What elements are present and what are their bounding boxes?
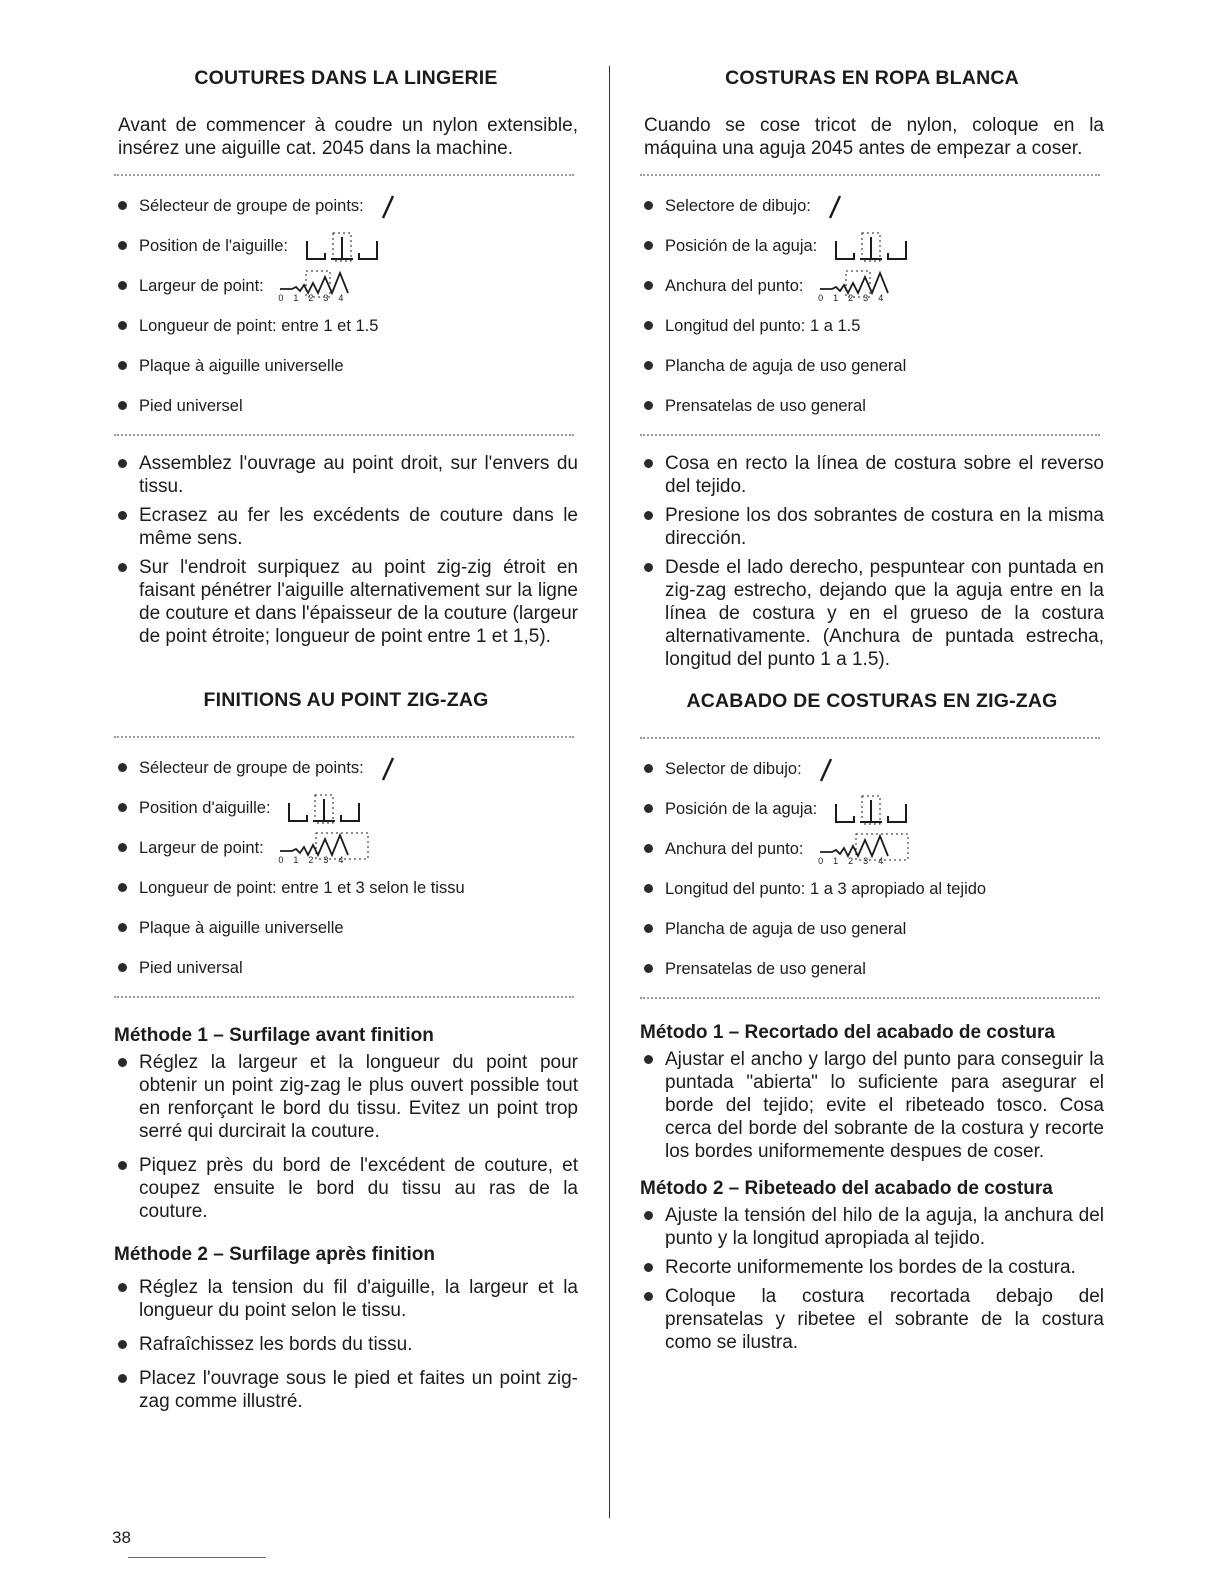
method-title: Método 1 – Recortado del acabado de costura [640, 1022, 1055, 1043]
setting-label: Longueur de point: entre 1 et 1.5 [139, 317, 379, 335]
setting-label: Position de l'aiguille: [139, 237, 288, 255]
setting-stitch-length [114, 306, 578, 346]
bullet-icon [118, 1283, 127, 1292]
method-title: Méthode 2 – Surfilage après finition [114, 1244, 435, 1265]
setting-needle-plate: Plaque à aiguille universelle [114, 908, 578, 948]
method-steps [114, 1051, 578, 1223]
bullet-icon [644, 361, 653, 370]
bullet-icon [644, 844, 653, 853]
straight-stitch-selector-icon [816, 757, 836, 783]
method-1-block [640, 1021, 1104, 1163]
needle-position-center-icon [832, 229, 912, 265]
bullet-icon [644, 511, 653, 520]
setting-needle-position: Position d'aiguille: [114, 788, 578, 828]
footer-line [128, 1557, 266, 1558]
bullet-icon [118, 883, 127, 892]
step-item: Réglez la largeur et la longueur du point pour obtenir un point zig-zag le plus ouvert possible tout en renforçant le bord du tissu. Evitez un point trop serré qui durcirait la couture. [114, 1051, 578, 1143]
setting-needle-position: Posición de la aguja: [640, 789, 1104, 829]
setting-presser-foot: Prensatelas de uso general [640, 949, 1104, 989]
intro-text: Cuando se cose tricot de nylon, coloque en la máquina una aguja 2045 antes de empezar a coser. [644, 115, 1104, 159]
step-item: Placez l'ouvrage sous le pied et faites un point zig-zag comme illustré. [114, 1367, 578, 1413]
bullet-icon [118, 1058, 127, 1067]
bullet-icon [644, 924, 653, 933]
machine-settings-list [114, 176, 578, 434]
bullet-icon [118, 281, 127, 290]
machine-settings-list [640, 739, 1104, 997]
setting-label: Sélecteur de groupe de points: [139, 197, 364, 215]
bullet-icon [118, 401, 127, 410]
step-item: Presione los dos sobrantes de costura en la misma dirección. [640, 504, 1104, 550]
setting-label: Plaque à aiguille universelle [139, 357, 344, 375]
bullet-icon [118, 361, 127, 370]
bullet-icon [644, 764, 653, 773]
setting-stitch-length: Longitud del punto: 1 a 3 apropiado al tejido [640, 869, 1104, 909]
stitch-width-dial [278, 267, 388, 307]
bullet-icon [644, 201, 653, 210]
french-column [114, 64, 578, 1424]
bullet-icon [644, 964, 653, 973]
bullet-icon [644, 241, 653, 250]
setting-pattern-selector [114, 186, 578, 226]
setting-needle-plate: Plancha de aguja de uso general [640, 346, 1104, 386]
bullet-icon [118, 1374, 127, 1383]
step-item: Coloque la costura recortada debajo del prensatelas y ribetee el sobrante de la costura como se ilustra. [640, 1285, 1104, 1354]
steps-list [640, 436, 1104, 671]
stitch-width-dial [818, 267, 928, 307]
method-1-block [114, 1024, 578, 1223]
width-scale: 01234 [818, 855, 894, 866]
bullet-icon [118, 241, 127, 250]
spanish-column [640, 64, 1104, 1360]
intro-text: Avant de commencer à coudre un nylon extensible, insérez une aiguille cat. 2045 dans la machine. [118, 115, 578, 159]
method-title: Método 2 – Ribeteado del acabado de costura [640, 1178, 1053, 1199]
setting-stitch-width: Anchura del punto: 01234 [640, 266, 1104, 306]
bullet-icon [118, 803, 127, 812]
machine-settings-list [114, 738, 578, 996]
bullet-icon [644, 804, 653, 813]
step-item: Piquez près du bord de l'excédent de couture, et coupez ensuite le bord du tissu au ras de la couture. [114, 1154, 578, 1223]
section-title-zigzag-finish: FINITIONS AU POINT ZIG-ZAG [203, 689, 489, 711]
step-item: Réglez la tension du fil d'aiguille, la largeur et la longueur du point selon le tissu. [114, 1276, 578, 1322]
method-steps [640, 1204, 1104, 1354]
needle-position-center-icon [832, 792, 912, 828]
method-2-block [114, 1243, 578, 1413]
setting-pattern-selector: Sélecteur de groupe de points: [114, 748, 578, 788]
setting-needle-position [114, 226, 578, 266]
section-title-lingerie: COUTURES DANS LA LINGERIE [194, 67, 498, 89]
bullet-icon [118, 963, 127, 972]
dotted-divider [114, 996, 574, 998]
bullet-icon [118, 1340, 127, 1349]
bullet-icon [118, 201, 127, 210]
section-title-lingerie: COSTURAS EN ROPA BLANCA [725, 67, 1019, 89]
bullet-icon [118, 511, 127, 520]
setting-pattern-selector: Selector de dibujo: [640, 749, 1104, 789]
bullet-icon [644, 1263, 653, 1272]
setting-needle-plate: Plancha de aguja de uso general [640, 909, 1104, 949]
setting-stitch-width: Anchura del punto: 01234 [640, 829, 1104, 869]
width-scale: 01234 [278, 292, 354, 303]
straight-stitch-selector-icon [378, 194, 398, 220]
setting-stitch-length: Longueur de point: entre 1 et 3 selon le tissu [114, 868, 578, 908]
page-number: 38 [112, 1528, 131, 1547]
step-item: Ajuste la tensión del hilo de la aguja, la anchura del punto y la longitud apropiada al tejido. [640, 1204, 1104, 1250]
column-divider [609, 66, 610, 1518]
method-title: Méthode 1 – Surfilage avant finition [114, 1025, 434, 1046]
bullet-icon [644, 321, 653, 330]
method-2-block [640, 1177, 1104, 1354]
stitch-width-dial [278, 829, 388, 869]
setting-presser-foot: Pied universal [114, 948, 578, 988]
bullet-icon [118, 923, 127, 932]
bullet-icon [118, 1161, 127, 1170]
setting-presser-foot: Prensatelas de uso general [640, 386, 1104, 426]
step-item: Ajustar el ancho y largo del punto para conseguir la puntada "abierta" lo suficiente para asegurar el borde del tejido; evite el ribeteado tosco. Cosa cerca del borde del sobrante de la costura y recorte los bordes uniformemente despues de coser. [640, 1048, 1104, 1163]
step-item: Cosa en recto la línea de costura sobre el reverso del tejido. [640, 452, 1104, 498]
dotted-divider [640, 997, 1100, 999]
step-item: Sur l'endroit surpiquez au point zig-zig étroit en faisant pénétrer l'aiguille alternativement sur la ligne de couture et dans l'épaisseur de la couture (largeur de point étroite; longueur de point entre 1 et 1,5). [114, 556, 578, 648]
step-item: Recorte uniformemente los bordes de la costura. [640, 1256, 1104, 1279]
machine-settings-list [640, 176, 1104, 434]
setting-stitch-width: Largeur de point: 01234 [114, 828, 578, 868]
bullet-icon [644, 1292, 653, 1301]
steps-list [114, 436, 578, 648]
bullet-icon [644, 884, 653, 893]
method-steps [114, 1276, 578, 1413]
bullet-icon [644, 459, 653, 468]
needle-position-center-icon [303, 229, 383, 265]
setting-stitch-width [114, 266, 578, 306]
bullet-icon [644, 563, 653, 572]
straight-stitch-selector-icon [825, 194, 845, 220]
bullet-icon [118, 763, 127, 772]
setting-stitch-length: Longitud del punto: 1 a 1.5 [640, 306, 1104, 346]
width-scale: 01234 [278, 854, 354, 865]
method-steps [640, 1048, 1104, 1163]
bullet-icon [644, 281, 653, 290]
width-scale: 01234 [818, 292, 894, 303]
bullet-icon [118, 843, 127, 852]
bullet-icon [644, 401, 653, 410]
step-item: Assemblez l'ouvrage au point droit, sur l'envers du tissu. [114, 452, 578, 498]
setting-pattern-selector: Selectore de dibujo: [640, 186, 1104, 226]
section-title-zigzag-finish: ACABADO DE COSTURAS EN ZIG-ZAG [686, 690, 1058, 712]
setting-needle-position: Posición de la aguja: [640, 226, 1104, 266]
setting-label: Largeur de point: [139, 277, 264, 295]
bullet-icon [118, 459, 127, 468]
needle-position-center-icon [285, 791, 365, 827]
bullet-icon [118, 563, 127, 572]
step-item: Rafraîchissez les bords du tissu. [114, 1333, 578, 1356]
setting-needle-plate [114, 346, 578, 386]
setting-label: Pied universel [139, 397, 243, 415]
straight-stitch-selector-icon [378, 756, 398, 782]
bullet-icon [118, 321, 127, 330]
step-item: Ecrasez au fer les excédents de couture dans le même sens. [114, 504, 578, 550]
bullet-icon [644, 1211, 653, 1220]
setting-presser-foot [114, 386, 578, 426]
step-item: Desde el lado derecho, pespuntear con puntada en zig-zag estrecho, dejando que la aguja entre en la línea de costura y en el grueso de la costura alternativamente. (Anchura de puntada estrecha, longitud del punto 1 a 1.5). [640, 556, 1104, 671]
stitch-width-dial [818, 830, 928, 870]
bullet-icon [644, 1055, 653, 1064]
